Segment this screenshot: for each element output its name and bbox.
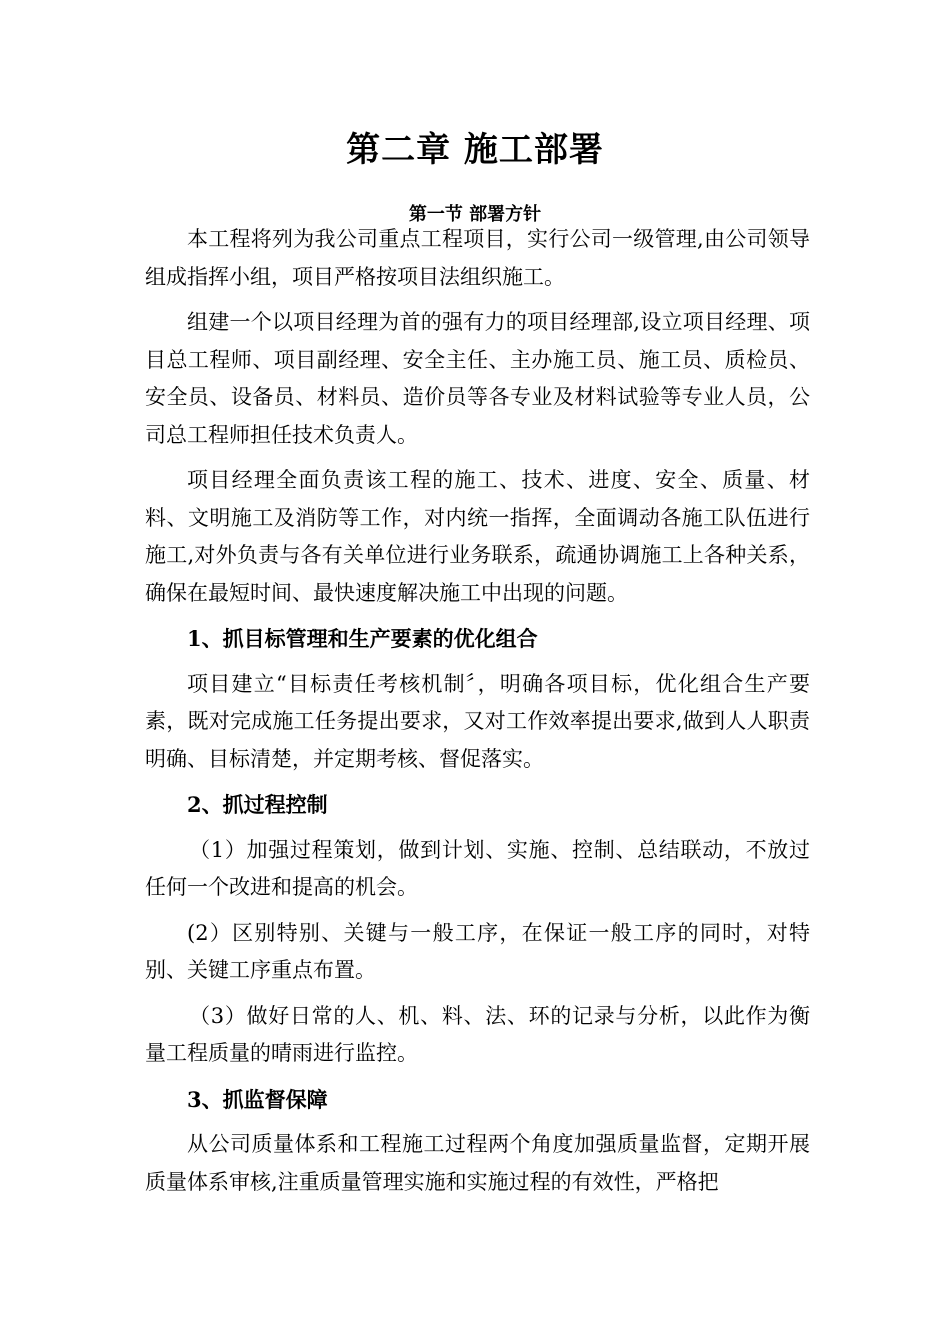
paragraph: 从公司质量体系和工程施工过程两个角度加强质量监督，定期开展质量体系审核,注重质量管理实施和实施过程的有效性，严格把 — [145, 1132, 810, 1194]
heading-item-2: 2、抓过程控制 — [187, 792, 328, 817]
heading-item-3: 3、抓监督保障 — [187, 1086, 328, 1112]
paragraph: 项目经理全面负责该工程的施工、技术、进度、安全、质量、材料、文明施工及消防等工作，对内统一指挥，全面调动各施工队伍进行施工,对外负责与各有关单位进行业务联系，疏通协调施工上各种关系，确保在最短时间、最快速度解决施工中出现的问题。 — [145, 468, 810, 605]
document-body — [145, 221, 810, 1209]
heading-item-1: 1、抓目标管理和生产要素的优化组合 — [187, 626, 538, 651]
section-title: 第一节 部署方针 — [408, 204, 542, 225]
list-item: (2）区别特别、关键与一般工序，在保证一般工序的同时，对特别、关键工序重点布置。 — [145, 920, 810, 982]
paragraph: 本工程将列为我公司重点工程项目，实行公司一级管理,由公司领导组成指挥小组，项目严格按项目法组织施工。 — [145, 227, 810, 289]
chapter-title: 第二章 施工部署 — [346, 130, 604, 170]
list-item: （1）加强过程策划，做到计划、实施、控制、总结联动，不放过任何一个改进和提高的机会。 — [145, 837, 810, 899]
list-item: （3）做好日常的人、机、料、法、环的记录与分析，以此作为衡量工程质量的晴雨进行监控。 — [145, 1003, 810, 1065]
paragraph: 项目建立“目标责任考核机制〞，明确各项目标，优化组合生产要素，既对完成施工任务提出要求，又对工作效率提出要求,做到人人职责明确、目标清楚，并定期考核、督促落实。 — [145, 671, 810, 771]
paragraph: 组建一个以项目经理为首的强有力的项目经理部,设立项目经理、项目总工程师、项目副经理、安全主任、主办施工员、施工员、质检员、安全员、设备员、材料员、造价员等各专业及材料试验等专业人员，公司总工程师担任技术负责人。 — [145, 310, 810, 447]
